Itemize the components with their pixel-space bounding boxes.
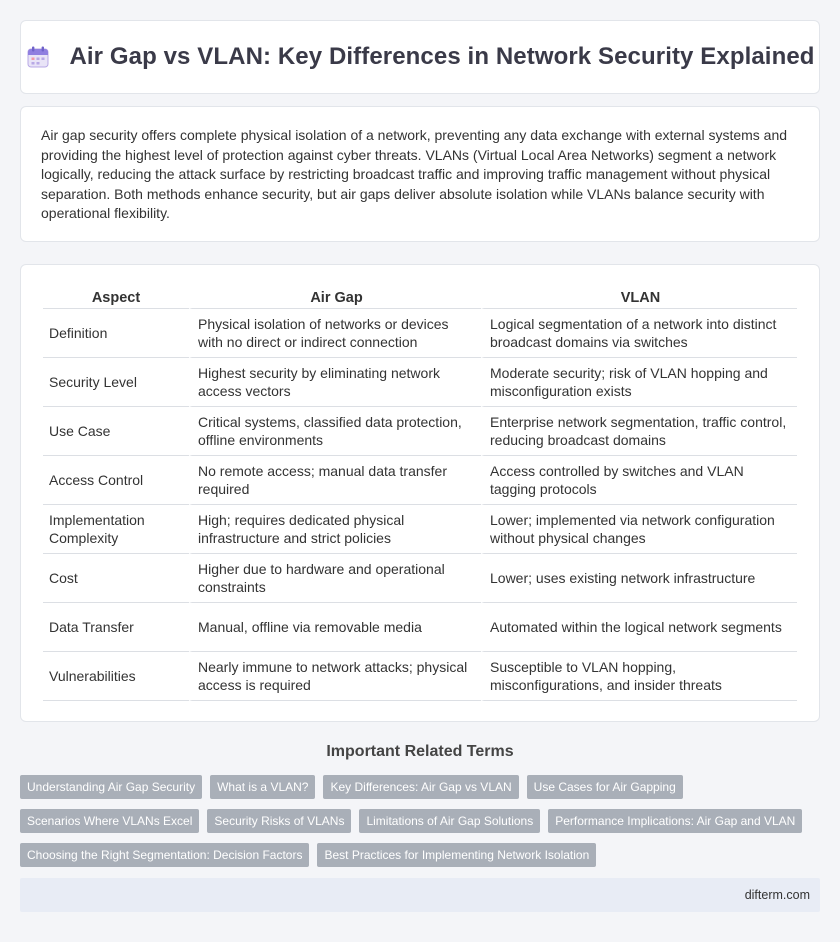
row-air-gap: Manual, offline via removable media [189, 603, 481, 652]
table-row [43, 456, 797, 505]
intro-paragraph: Air gap security offers complete physical isolation of a network, preventing any data exchange with external systems and providing the highest level of protection against cyber threats. VLANs (Virtual Local Area Networks) segment a network logically, reducing the attack surface by restricting broadcast traffic and improving traffic management without physical separation. Both methods enhance security, but air gaps deliver absolute isolation while VLANs balance security with operational flexibility. [41, 127, 788, 221]
row-air-gap: Critical systems, classified data protection, offline environments [189, 407, 481, 456]
related-term-link[interactable]: Limitations of Air Gap Solutions [359, 809, 540, 833]
row-aspect: Implementation Complexity [43, 505, 189, 554]
row-air-gap: High; requires dedicated physical infrastructure and strict policies [189, 505, 481, 554]
row-aspect: Access Control [43, 456, 189, 505]
table-row [43, 358, 797, 407]
row-aspect: Security Level [43, 358, 189, 407]
row-vlan: Access controlled by switches and VLAN tagging protocols [481, 456, 797, 505]
header-vlan: VLAN [481, 283, 797, 309]
table-row [43, 407, 797, 456]
table-header-row [43, 283, 797, 309]
row-vlan: Logical segmentation of a network into distinct broadcast domains via switches [481, 309, 797, 358]
related-term-link[interactable]: Choosing the Right Segmentation: Decision Factors [20, 843, 309, 867]
row-air-gap: Highest security by eliminating network access vectors [189, 358, 481, 407]
row-vlan: Susceptible to VLAN hopping, misconfigurations, and insider threats [481, 652, 797, 701]
row-air-gap: Nearly immune to network attacks; physical access is required [189, 652, 481, 701]
comparison-table-card [20, 264, 820, 722]
table-row [43, 603, 797, 652]
footer [20, 878, 820, 912]
row-vlan: Enterprise network segmentation, traffic control, reducing broadcast domains [481, 407, 797, 456]
header-aspect: Aspect [43, 283, 189, 309]
row-aspect: Cost [43, 554, 189, 603]
comparison-table [43, 283, 797, 701]
table-row [43, 652, 797, 701]
related-term-link[interactable]: Scenarios Where VLANs Excel [20, 809, 199, 833]
table-row [43, 309, 797, 358]
related-term-link[interactable]: Security Risks of VLANs [207, 809, 351, 833]
header-card [20, 20, 820, 94]
header-air-gap: Air Gap [189, 283, 481, 309]
related-term-link[interactable]: Use Cases for Air Gapping [527, 775, 683, 799]
row-aspect: Use Case [43, 407, 189, 456]
table-row [43, 554, 797, 603]
row-air-gap: No remote access; manual data transfer required [189, 456, 481, 505]
row-vlan: Moderate security; risk of VLAN hopping and misconfiguration exists [481, 358, 797, 407]
row-aspect: Vulnerabilities [43, 652, 189, 701]
related-terms-heading: Important Related Terms [326, 743, 514, 760]
table-row [43, 505, 797, 554]
row-vlan: Lower; uses existing network infrastructure [481, 554, 797, 603]
related-term-link[interactable]: What is a VLAN? [210, 775, 315, 799]
row-vlan: Lower; implemented via network configuration without physical changes [481, 505, 797, 554]
calendar-icon [25, 44, 51, 70]
related-term-link[interactable]: Best Practices for Implementing Network Isolation [317, 843, 596, 867]
related-term-link[interactable]: Understanding Air Gap Security [20, 775, 202, 799]
row-air-gap: Higher due to hardware and operational constraints [189, 554, 481, 603]
related-term-link[interactable]: Performance Implications: Air Gap and VLAN [548, 809, 802, 833]
row-aspect: Data Transfer [43, 603, 189, 652]
related-term-link[interactable]: Key Differences: Air Gap vs VLAN [323, 775, 518, 799]
title-wrap [25, 43, 814, 71]
intro-card [20, 106, 820, 242]
row-air-gap: Physical isolation of networks or devices with no direct or indirect connection [189, 309, 481, 358]
row-vlan: Automated within the logical network segments [481, 603, 797, 652]
footer-site-name: difterm.com [744, 888, 810, 902]
row-aspect: Definition [43, 309, 189, 358]
related-terms-list [20, 775, 820, 867]
page-title: Air Gap vs VLAN: Key Differences in Network Security Explained [69, 43, 815, 70]
